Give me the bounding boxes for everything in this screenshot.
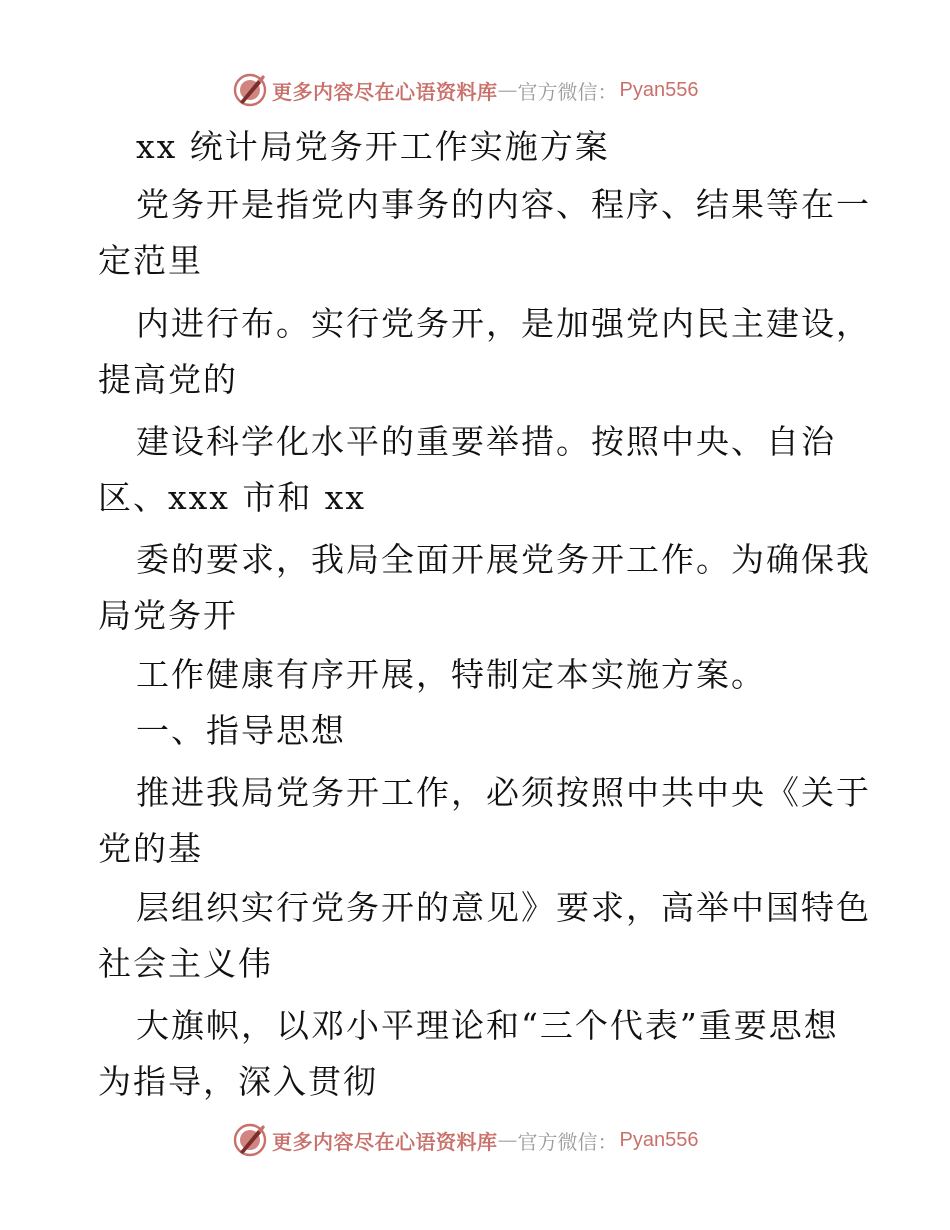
document-line: 区、xxx 市和 xx (98, 478, 367, 517)
document-line: 局党务开 (98, 596, 238, 635)
document-line: 党的基 (98, 829, 203, 868)
document-title: xx 统计局党务开工作实施方案 (136, 127, 610, 166)
document-line: 工作健康有序开展，特制定本实施方案。 (136, 655, 766, 694)
quill-pen-logo-icon (232, 1122, 268, 1158)
quill-pen-logo-icon (232, 72, 268, 108)
watermark-dash: — (497, 1128, 518, 1152)
section-heading: 一、指导思想 (136, 711, 346, 750)
document-line: 委的要求，我局全面开展党务开工作。为确保我 (136, 540, 871, 579)
document-line: 内进行布。实行党务开，是加强党内民主建设， (136, 304, 871, 343)
document-line: 定范里 (98, 241, 203, 280)
footer-watermark (232, 1120, 698, 1160)
document-line: 大旗帜，以邓小平理论和“三个代表”重要思想 (136, 1006, 839, 1045)
watermark-account: Pyan556 (619, 78, 699, 101)
document-line: 提高党的 (98, 360, 238, 399)
document-line: 党务开是指党内事务的内容、程序、结果等在一 (136, 185, 871, 224)
document-line: 推进我局党务开工作，必须按照中共中央《关于 (136, 773, 871, 812)
header-watermark (232, 70, 698, 110)
watermark-dash: — (497, 78, 518, 102)
document-line: 层组织实行党务开的意见》要求，高举中国特色 (136, 888, 871, 927)
watermark-site-text: 更多内容尽在心语资料库 (272, 79, 498, 104)
document-line: 社会主义伟 (98, 944, 273, 983)
watermark-label: 官方微信： (517, 1129, 618, 1154)
watermark-account: Pyan556 (619, 1128, 699, 1151)
document-line: 建设科学化水平的重要举措。按照中央、自治 (136, 422, 836, 461)
document-line: 为指导，深入贯彻 (98, 1062, 378, 1101)
watermark-label: 官方微信： (517, 79, 618, 104)
watermark-site-text: 更多内容尽在心语资料库 (272, 1129, 498, 1154)
